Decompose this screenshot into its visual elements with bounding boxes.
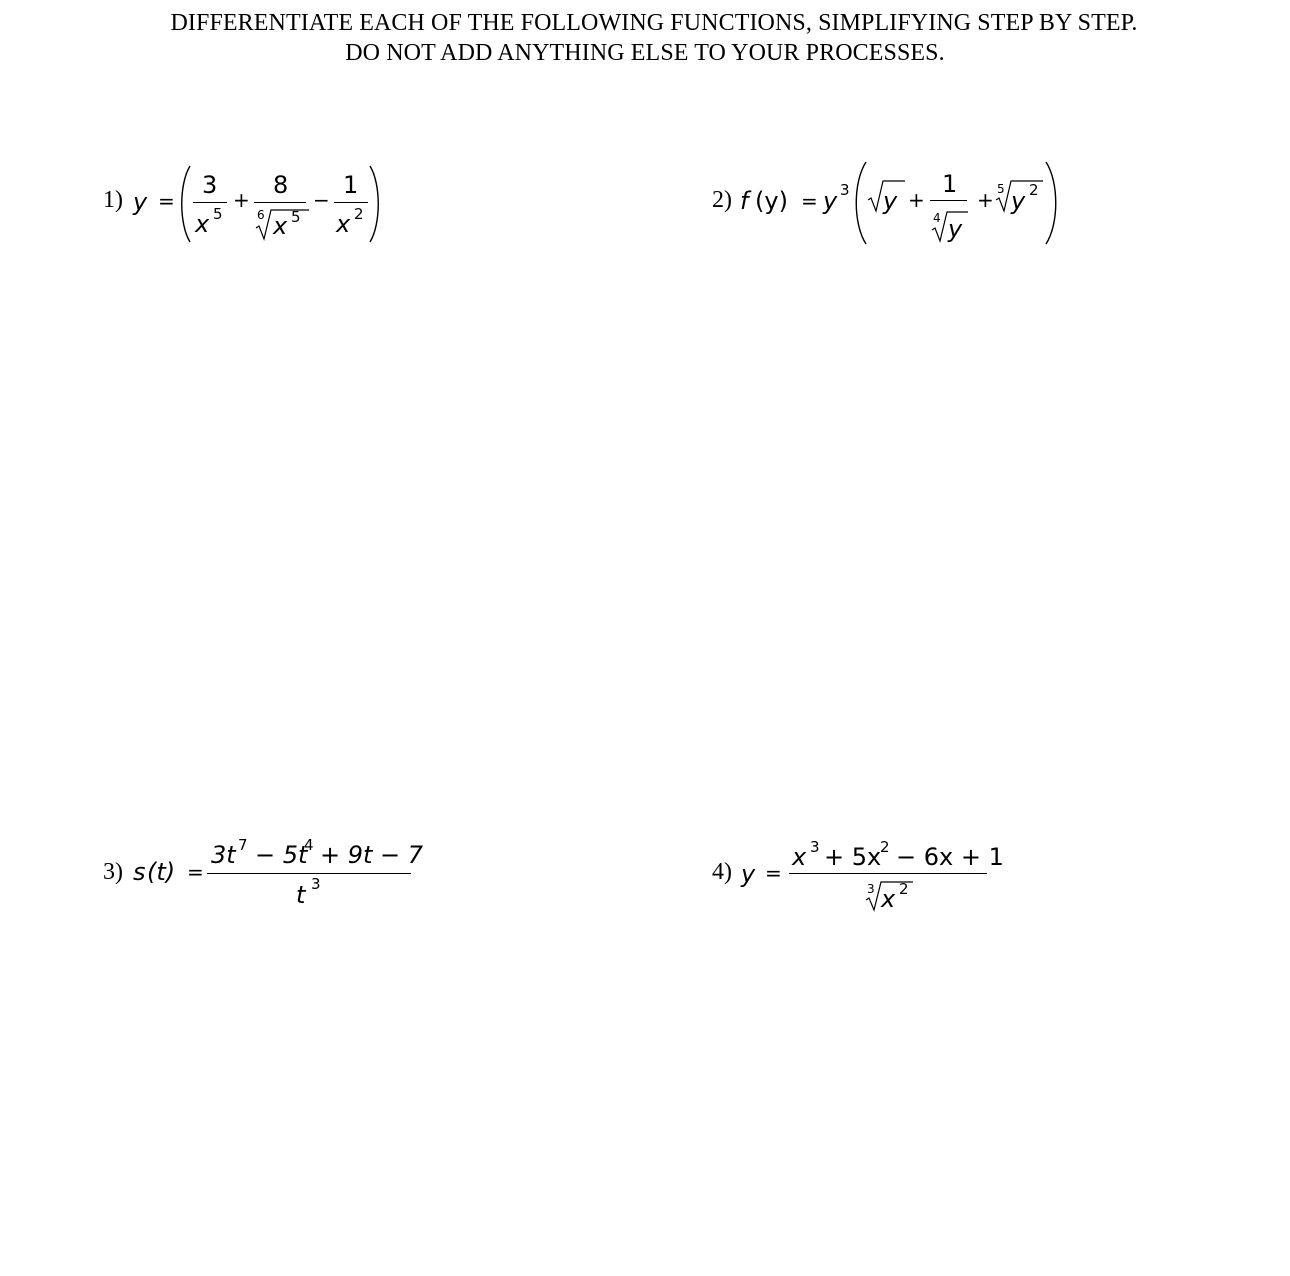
problem-4-lhs: y [741,860,756,888]
problem-1-plus: + [233,188,250,212]
problem-1-minus: − [313,188,330,212]
problem-2-term3-root-index: 5 [997,182,1005,196]
problem-3-lhs-arg: (t) [147,858,176,886]
problem-2-term1-rad: y [883,187,898,215]
problem-1-term3-den-base: x [336,210,351,238]
problem-3-num-a-exp: 7 [238,836,248,854]
problem-3-number: 3) [103,859,123,885]
problem-1-number: 1) [103,187,123,213]
problem-1-equals: = [158,189,175,213]
problem-3-num-a: 3t [211,841,236,869]
problem-1-right-paren [368,164,384,244]
instructions-line-1: DIFFERENTIATE EACH OF THE FOLLOWING FUNCTIONS, SIMPLIFYING STEP BY STEP. [170,10,1138,36]
problem-4-equals: = [765,861,782,885]
problem-3-equals: = [187,860,204,884]
problem-4-num-a: x [792,843,807,871]
problem-4-num-c: − 6x + 1 [896,843,1004,871]
problem-2-number: 2) [712,187,732,213]
problem-1-term2-rad-base: x [273,212,288,240]
problem-2-factor-exp: 3 [840,181,850,199]
problem-3-num-b-exp: 4 [304,836,314,854]
problem-2-term2-rad: y [948,215,963,243]
problem-4-fraction-bar [789,873,987,874]
problem-2-right-paren [1044,160,1062,246]
problem-4-number: 4) [712,859,732,885]
instructions [0,8,1290,68]
problem-4-num-b-exp: 2 [880,838,890,856]
problem-1-term1-numerator: 3 [202,171,218,199]
problem-1-term3-den-exp: 2 [354,205,364,223]
problem-2-term3-rad-base: y [1011,187,1026,215]
problem-2-term2-fraction-bar [930,200,967,201]
problem-2-lhs: f [740,187,749,215]
problem-2-term2-numerator: 1 [942,170,958,198]
problem-1-lhs: y [133,188,148,216]
problem-1-term2-root-index: 6 [257,208,265,222]
problem-1-term2-rad-exp: 5 [291,208,301,226]
problem-2-factor-base: y [823,187,838,215]
problem-1-term1-fraction-bar [193,202,227,203]
problem-2-term3-rad-exp: 2 [1029,181,1039,199]
problem-2-lhs-arg: (y) [755,187,788,215]
problem-4-den-rad-base: x [881,885,896,913]
problem-3-den-base: t [296,881,306,909]
problem-3-lhs: s [133,858,146,886]
problem-1-term1-den-base: x [195,210,210,238]
problem-1-term3-numerator: 1 [343,171,359,199]
problem-1-term3-fraction-bar [334,202,368,203]
problem-1-term1-den-exp: 5 [213,205,223,223]
problem-1-left-paren [176,164,192,244]
problem-2-plus-2: + [977,188,994,212]
problem-2-term2-root-index: 4 [933,211,941,225]
problem-3-fraction-bar [207,873,411,874]
problem-2-equals: = [801,189,818,213]
instructions-line-2: DO NOT ADD ANYTHING ELSE TO YOUR PROCESSES. [345,40,945,66]
problem-3-num-b: − 5t [255,841,308,869]
problem-4-num-b: + 5x [824,843,882,871]
problem-1-term2-fraction-bar [254,202,306,203]
problem-3-num-c: + 9t − 7 [320,841,424,869]
problem-4-den-rad-exp: 2 [899,880,909,898]
problem-4-num-a-exp: 3 [810,838,820,856]
problem-2-plus-1: + [908,188,925,212]
problem-4-den-root-index: 3 [867,882,875,896]
problem-1-term2-numerator: 8 [273,171,289,199]
problem-3-den-exp: 3 [311,875,321,893]
